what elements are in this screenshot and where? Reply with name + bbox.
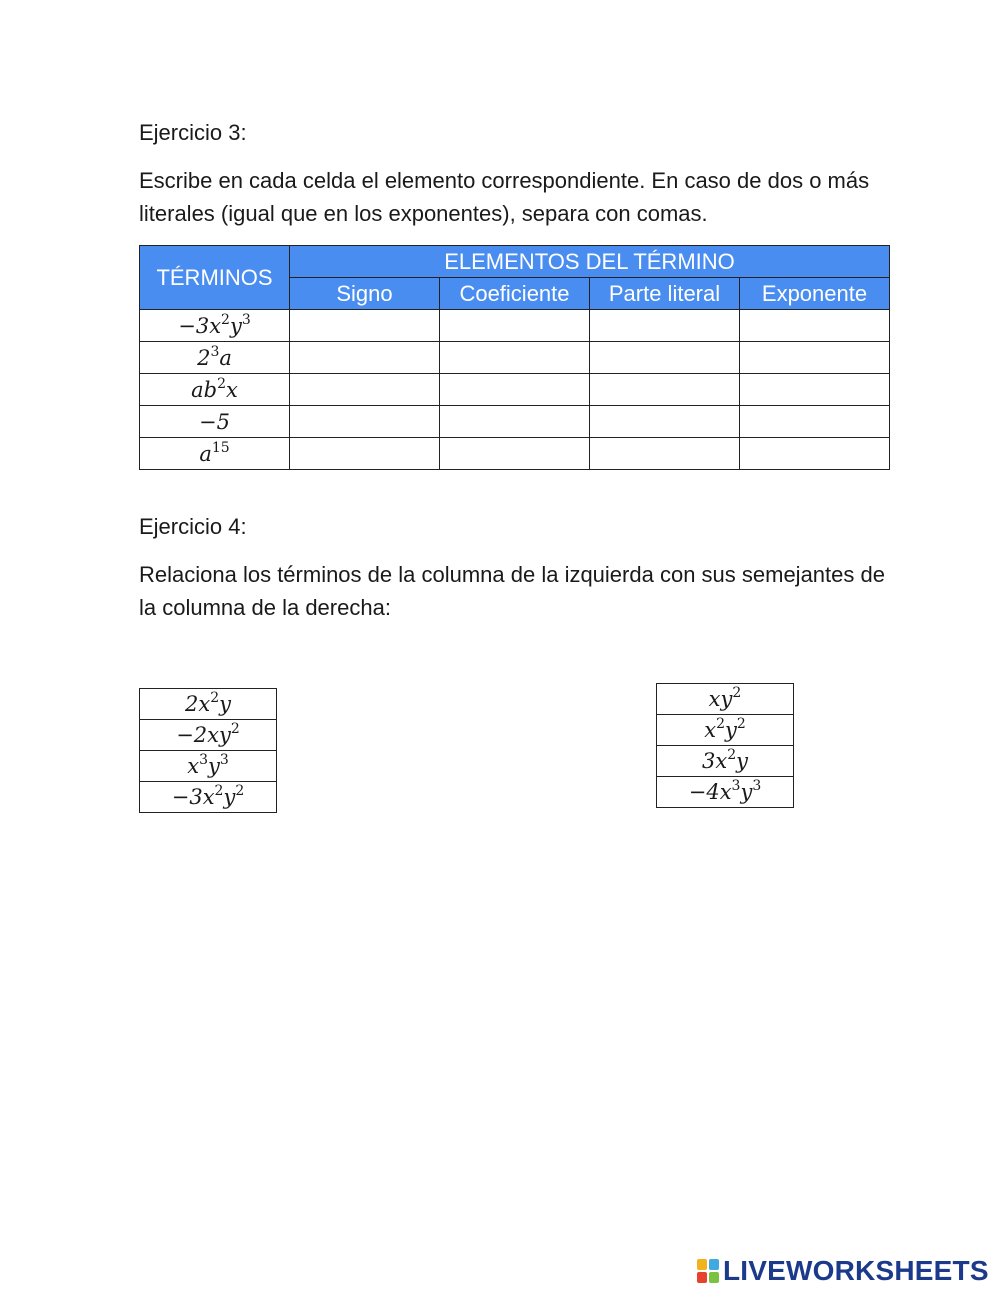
term-cell: $a^{15}$: [140, 438, 290, 470]
table-row: [140, 438, 890, 470]
matching-term[interactable]: $-2xy^2$: [140, 720, 277, 751]
right-terms-column: [656, 683, 794, 808]
answer-cell-exponente[interactable]: [740, 310, 890, 342]
header-coeficiente: Coeficiente: [440, 278, 590, 310]
liveworksheets-brand: [697, 1257, 989, 1285]
header-terminos: TÉRMINOS: [140, 246, 290, 310]
table-row: [140, 342, 890, 374]
answer-cell-exponente[interactable]: [740, 438, 890, 470]
answer-cell-parte-literal[interactable]: [590, 310, 740, 342]
answer-cell-exponente[interactable]: [740, 406, 890, 438]
answer-cell-parte-literal[interactable]: [590, 406, 740, 438]
answer-cell-coeficiente[interactable]: [440, 342, 590, 374]
exercise4-title: Ejercicio 4:: [139, 514, 247, 539]
logo-square: [709, 1272, 719, 1283]
answer-cell-exponente[interactable]: [740, 342, 890, 374]
matching-term[interactable]: $2x^2y$: [140, 689, 277, 720]
term-cell: $2^3a$: [140, 342, 290, 374]
logo-square: [709, 1259, 719, 1270]
logo-square: [697, 1272, 707, 1283]
term-cell: $ab^2x$: [140, 374, 290, 406]
liveworksheets-logo-icon: [697, 1259, 719, 1283]
matching-term[interactable]: $3x^2y$: [657, 746, 794, 777]
answer-cell-coeficiente[interactable]: [440, 374, 590, 406]
answer-cell-parte-literal[interactable]: [590, 438, 740, 470]
matching-term[interactable]: $xy^2$: [657, 684, 794, 715]
left-terms-column: [139, 688, 277, 813]
logo-square: [697, 1259, 707, 1270]
table-row: [140, 310, 890, 342]
answer-cell-signo[interactable]: [290, 310, 440, 342]
header-signo: Signo: [290, 278, 440, 310]
exercise3-instructions: Escribe en cada celda el elemento correspondiente. En caso de dos o más literales (igual que en los exponentes), separa con comas.: [139, 168, 870, 226]
answer-cell-signo[interactable]: [290, 438, 440, 470]
header-elementos: ELEMENTOS DEL TÉRMINO: [290, 246, 890, 278]
matching-term[interactable]: $x^3y^3$: [140, 751, 277, 782]
answer-cell-coeficiente[interactable]: [440, 438, 590, 470]
answer-cell-exponente[interactable]: [740, 374, 890, 406]
term-elements-table: [139, 245, 890, 470]
answer-cell-coeficiente[interactable]: [440, 310, 590, 342]
header-exponente: Exponente: [740, 278, 890, 310]
table-row: [140, 374, 890, 406]
answer-cell-signo[interactable]: [290, 406, 440, 438]
matching-term[interactable]: $-3x^2y^2$: [140, 782, 277, 813]
answer-cell-coeficiente[interactable]: [440, 406, 590, 438]
term-cell: −5: [140, 406, 290, 438]
matching-term[interactable]: $x^2y^2$: [657, 715, 794, 746]
answer-cell-signo[interactable]: [290, 374, 440, 406]
header-parte-literal: Parte literal: [590, 278, 740, 310]
answer-cell-signo[interactable]: [290, 342, 440, 374]
matching-term[interactable]: $-4x^3y^3$: [657, 777, 794, 808]
brand-text: LIVEWORKSHEETS: [723, 1255, 989, 1286]
answer-cell-parte-literal[interactable]: [590, 342, 740, 374]
exercise3-title: Ejercicio 3:: [139, 120, 247, 145]
table-row: [140, 406, 890, 438]
term-cell: $-3x^2y^3$: [140, 310, 290, 342]
answer-cell-parte-literal[interactable]: [590, 374, 740, 406]
exercise4-instructions: Relaciona los términos de la columna de la izquierda con sus semejantes de la columna de la derecha:: [139, 562, 885, 620]
